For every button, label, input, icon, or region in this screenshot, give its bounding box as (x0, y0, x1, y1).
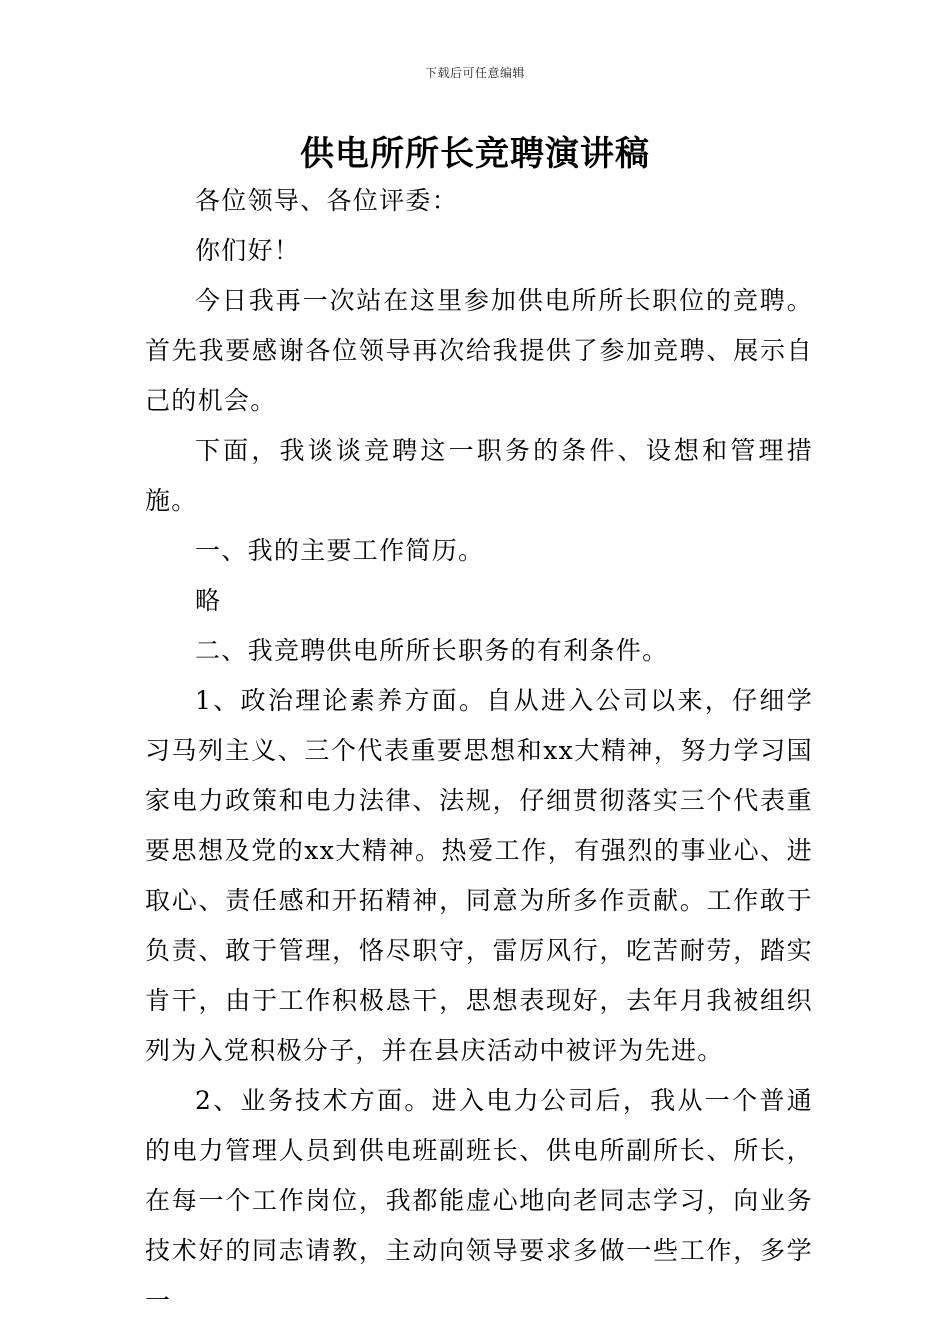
document-body (145, 176, 813, 1326)
paragraph-omitted: 略 (195, 586, 222, 615)
greeting: 你们好！ (195, 236, 301, 265)
paragraph-outline: 下面，我谈谈竞聘这一职务的条件、设想和管理措施。 (145, 436, 813, 515)
section-heading-2: 二、我竞聘供电所所长职务的有利条件。 (195, 636, 669, 665)
salutation: 各位领导、各位评委： (195, 186, 459, 215)
paragraph-technical: 2、业务技术方面。进入电力公司后，我从一个普通的电力管理人员到供电班副班长、供电所副所长、所长，在每一个工作岗位，我都能虚心地向老同志学习，向业务技术好的同志请教，主动向领导要求多做一些工作，多学一 (145, 1086, 813, 1315)
section-heading-1: 一、我的主要工作简历。 (195, 536, 485, 565)
paragraph-intro: 今日我再一次站在这里参加供电所所长职位的竞聘。首先我要感谢各位领导再次给我提供了参加竞聘、展示自己的机会。 (145, 286, 813, 415)
document-title: 供电所所长竞聘演讲稿 (300, 134, 650, 174)
header-note: 下载后可任意编辑 (424, 66, 525, 80)
paragraph-political: 1、政治理论素养方面。自从进入公司以来，仔细学习马列主义、三个代表重要思想和xx大精神，努力学习国家电力政策和电力法律、法规，仔细贯彻落实三个代表重要思想及党的xx大精神。热爱工作，有强烈的事业心、进取心、责任感和开拓精神，同意为所多作贡献。工作敢于负责、敢于管理，恪尽职守，雷厉风行，吃苦耐劳，踏实肯干，由于工作积极恳干，思想表现好，去年月我被组织列为入党积极分子，并在县庆活动中被评为先进。 (145, 686, 813, 1065)
